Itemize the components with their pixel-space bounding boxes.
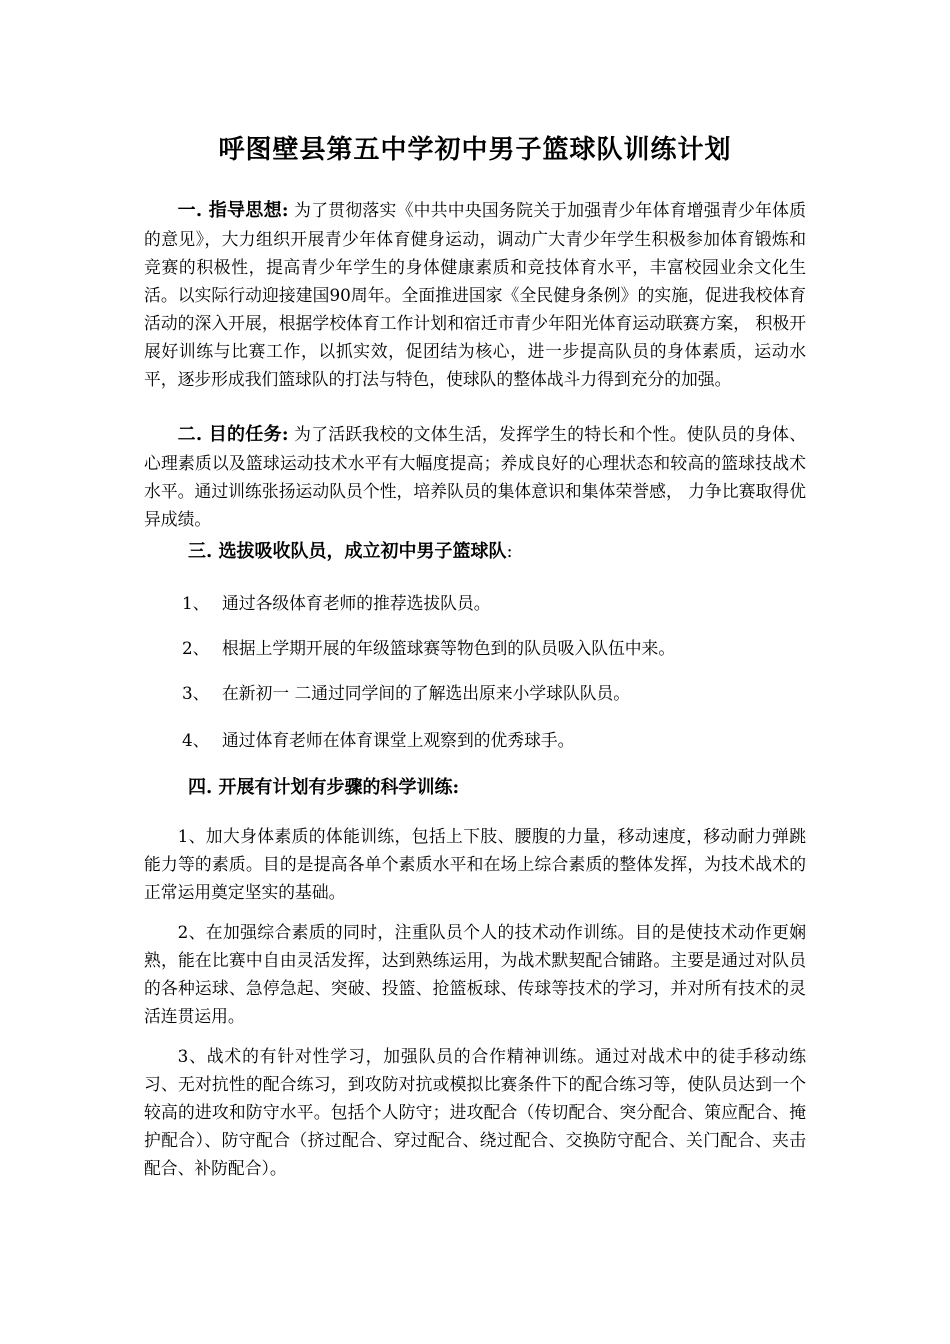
list-item: [182, 589, 806, 617]
list-item: [182, 726, 806, 754]
section-guiding-ideology: [144, 196, 806, 393]
section-body: 为了活跃我校的文体生活，发挥学生的特长和个性。使队员的身体、心理素质以及篮球运动技术水平有大幅度提高；养成良好的心理状态和较高的篮球技战术水平。通过训练张扬运动队员个性，培养队员的集体意识和集体荣誉感， 力争比赛取得优异成绩。: [144, 424, 806, 529]
training-paragraph: 1、加大身体素质的体能训练，包括上下肢、腰腹的力量，移动速度，移动耐力弹跳能力等的素质。目的是提高各单个素质水平和在场上综合素质的整体发挥，为技术战术的正常运用奠定坚实的基础。: [144, 826, 806, 902]
section-body: 为了贯彻落实《中共中央国务院关于加强青少年体育增强青少年体质的意见》，大力组织开展青少年体育健身运动，调动广大青少年学生积极参加体育锻炼和竞赛的积极性，提高青少年学生的身体健康素质和竞技体育水平，丰富校园业余文化生活。以实际行动迎接建国90周年。全面推进国家《全民健身条例》的实施，促进我校体育活动的深入开展，根据学校体育工作计划和宿迁市青少年阳光体育运动联赛方案， 积极开展好训练与比赛工作，以抓实效，促团结为核心，进一步提高队员的身体素质，运动水平，逐步形成我们篮球队的打法与特色，使球队的整体战斗力得到充分的加强。: [144, 200, 806, 389]
heading-colon: :: [506, 541, 513, 562]
section-heading-training: 四. 开展有计划有步骤的科学训练:: [188, 777, 460, 798]
list-item-text: 通过各级体育老师的推荐选拔队员。: [222, 593, 491, 613]
list-item-text: 根据上学期开展的年级篮球赛等物色到的队员吸入队伍中来。: [222, 638, 676, 658]
document-title: 呼图壁县第五中学初中男子篮球队训练计划: [218, 135, 732, 165]
heading-text: 三. 选拔吸收队员，成立初中男子篮球队: [188, 541, 507, 562]
section-objectives: [144, 420, 806, 533]
list-item-text: 通过体育老师在体育课堂上观察到的优秀球手。: [222, 730, 575, 750]
list-item: [182, 634, 806, 662]
list-item-number: 1、: [182, 593, 210, 613]
list-item-number: 2、: [182, 638, 210, 658]
training-paragraph: 2、在加强综合素质的同时，注重队员个人的技术动作训练。目的是使技术动作更娴熟，能在比赛中自由灵活发挥，达到熟练运用，为战术默契配合铺路。主要是通过对队员的各种运球、急停急起、突破、投篮、抢篮板球、传球等技术的学习，并对所有技术的灵活连贯运用。: [144, 922, 806, 1026]
list-item: [182, 679, 806, 707]
section-heading-selection: [188, 537, 808, 567]
list-item-number: 4、: [182, 730, 210, 750]
section-lead: 二. 目的任务:: [177, 424, 289, 445]
training-paragraph: 3、战术的有针对性学习，加强队员的合作精神训练。通过对战术中的徒手移动练习、无对抗性的配合练习，到攻防对抗或模拟比赛条件下的配合练习等，使队员达到一个较高的进攻和防守水平。包括个人防守；进攻配合（传切配合、突分配合、策应配合、掩护配合）、防守配合（挤过配合、穿过配合、绕过配合、交换防守配合、关门配合、夹击配合、补防配合）。: [144, 1046, 806, 1178]
list-item-number: 3、: [182, 683, 210, 703]
list-item-text: 在新初一 二通过同学间的了解选出原来小学球队队员。: [222, 683, 631, 703]
section-lead: 一. 指导思想:: [177, 200, 289, 221]
